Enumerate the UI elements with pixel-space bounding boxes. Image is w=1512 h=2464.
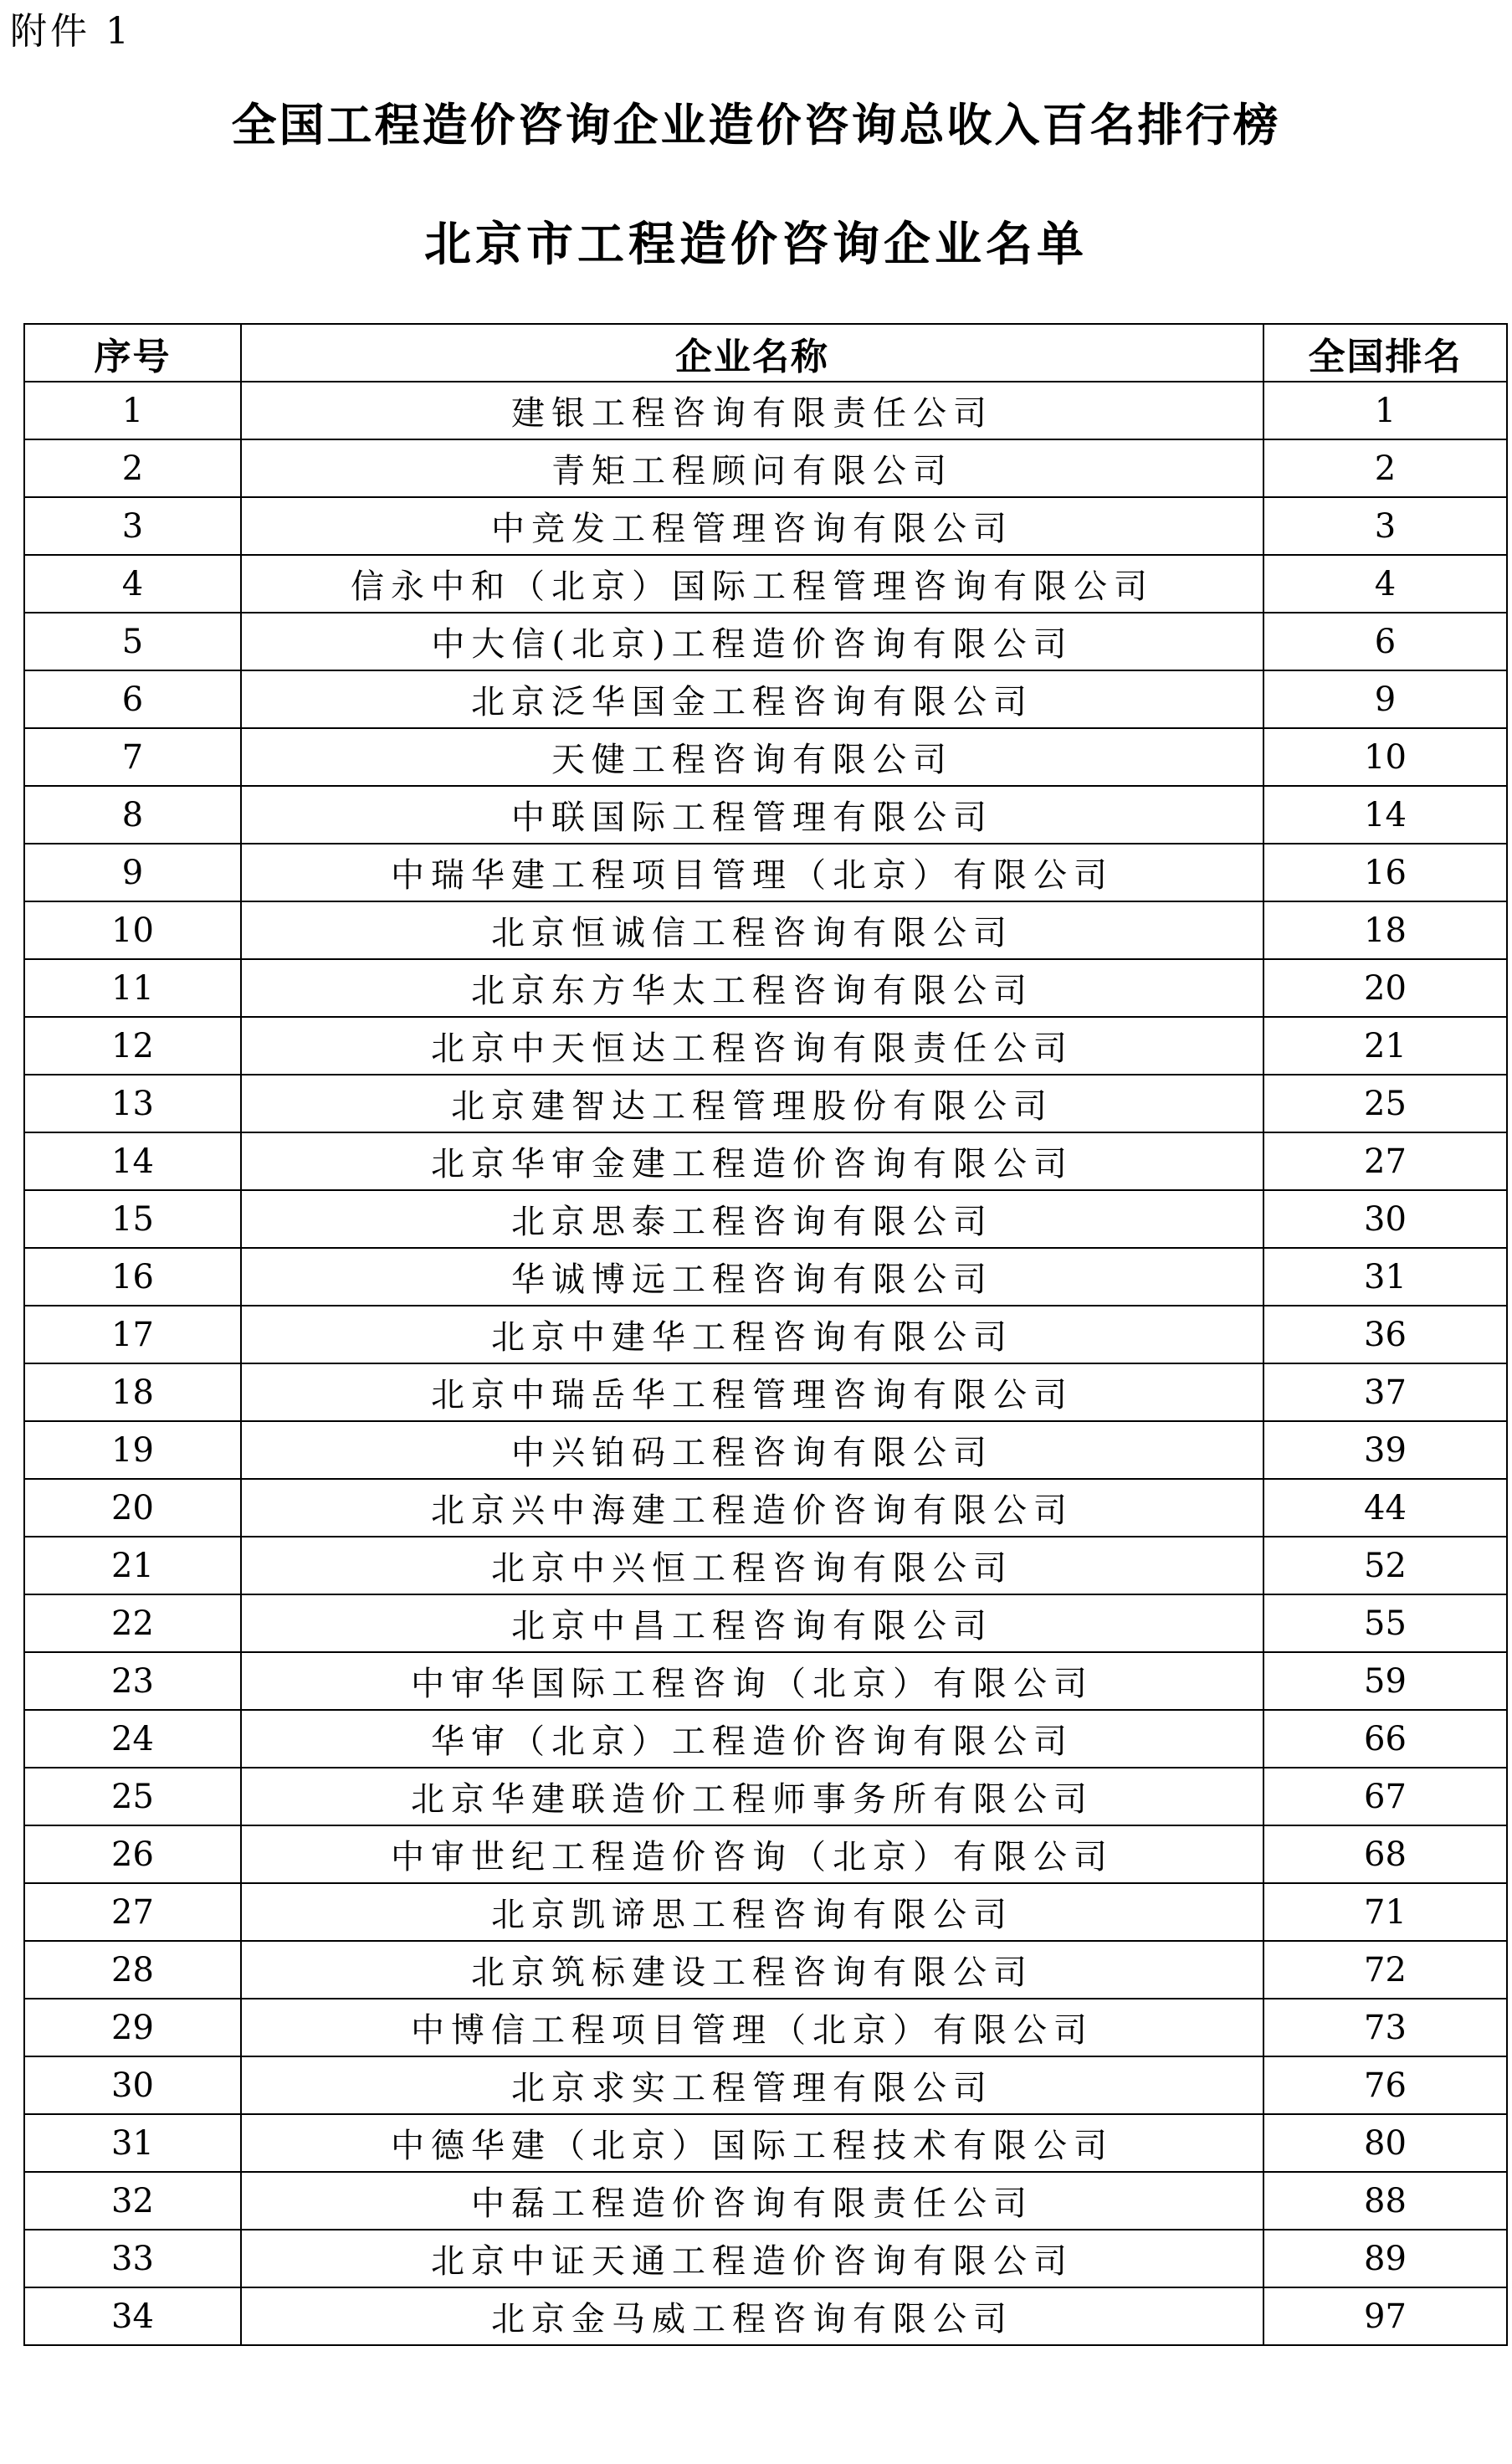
national-rank-cell: 80 [1263, 2114, 1507, 2172]
company-name-cell: 北京中瑞岳华工程管理咨询有限公司 [241, 1363, 1263, 1421]
seq-cell: 24 [24, 1710, 241, 1768]
seq-cell: 22 [24, 1594, 241, 1652]
company-name-cell: 中博信工程项目管理（北京）有限公司 [241, 1999, 1263, 2056]
company-name-cell: 中审华国际工程咨询（北京）有限公司 [241, 1652, 1263, 1710]
seq-cell: 23 [24, 1652, 241, 1710]
table-row [24, 439, 1507, 497]
seq-cell: 15 [24, 1190, 241, 1248]
seq-cell: 1 [24, 382, 241, 439]
table-row [24, 1825, 1507, 1883]
national-rank-cell: 10 [1263, 728, 1507, 786]
company-name-cell: 中磊工程造价咨询有限责任公司 [241, 2172, 1263, 2230]
national-rank-cell: 73 [1263, 1999, 1507, 2056]
table-row [24, 613, 1507, 670]
national-rank-cell: 27 [1263, 1132, 1507, 1190]
national-rank-cell: 16 [1263, 844, 1507, 901]
company-name-cell: 中兴铂码工程咨询有限公司 [241, 1421, 1263, 1479]
national-rank-cell: 6 [1263, 613, 1507, 670]
table-row [24, 2230, 1507, 2287]
seq-cell: 32 [24, 2172, 241, 2230]
company-name-cell: 建银工程咨询有限责任公司 [241, 382, 1263, 439]
company-name-cell: 北京金马威工程咨询有限公司 [241, 2287, 1263, 2345]
table-row [24, 844, 1507, 901]
national-rank-cell: 59 [1263, 1652, 1507, 1710]
seq-cell: 2 [24, 439, 241, 497]
national-rank-cell: 20 [1263, 959, 1507, 1017]
company-name-cell: 青矩工程顾问有限公司 [241, 439, 1263, 497]
company-name-cell: 中德华建（北京）国际工程技术有限公司 [241, 2114, 1263, 2172]
national-rank-cell: 44 [1263, 1479, 1507, 1537]
table-row [24, 1075, 1507, 1132]
national-rank-cell: 30 [1263, 1190, 1507, 1248]
company-name-cell: 北京兴中海建工程造价咨询有限公司 [241, 1479, 1263, 1537]
company-name-cell: 北京华审金建工程造价咨询有限公司 [241, 1132, 1263, 1190]
company-name-cell: 北京中证天通工程造价咨询有限公司 [241, 2230, 1263, 2287]
header-company-name: 企业名称 [241, 324, 1263, 382]
seq-cell: 17 [24, 1306, 241, 1363]
seq-cell: 21 [24, 1537, 241, 1594]
table-row [24, 901, 1507, 959]
national-rank-cell: 71 [1263, 1883, 1507, 1941]
national-rank-cell: 25 [1263, 1075, 1507, 1132]
national-rank-cell: 9 [1263, 670, 1507, 728]
seq-cell: 6 [24, 670, 241, 728]
company-name-cell: 中大信(北京)工程造价咨询有限公司 [241, 613, 1263, 670]
company-name-cell: 中竞发工程管理咨询有限公司 [241, 497, 1263, 555]
national-rank-cell: 21 [1263, 1017, 1507, 1075]
header-national-rank: 全国排名 [1263, 324, 1507, 382]
national-rank-cell: 2 [1263, 439, 1507, 497]
national-rank-cell: 3 [1263, 497, 1507, 555]
table-header [24, 324, 1507, 382]
company-name-cell: 北京东方华太工程咨询有限公司 [241, 959, 1263, 1017]
table-row [24, 1190, 1507, 1248]
national-rank-cell: 55 [1263, 1594, 1507, 1652]
company-name-cell: 中审世纪工程造价咨询（北京）有限公司 [241, 1825, 1263, 1883]
table-row [24, 1017, 1507, 1075]
national-rank-cell: 52 [1263, 1537, 1507, 1594]
seq-cell: 28 [24, 1941, 241, 1999]
table-row [24, 1652, 1507, 1710]
seq-cell: 7 [24, 728, 241, 786]
national-rank-cell: 67 [1263, 1768, 1507, 1825]
table-row [24, 497, 1507, 555]
company-name-cell: 北京泛华国金工程咨询有限公司 [241, 670, 1263, 728]
national-rank-cell: 89 [1263, 2230, 1507, 2287]
national-rank-cell: 88 [1263, 2172, 1507, 2230]
company-ranking-table [23, 323, 1508, 2346]
national-rank-cell: 31 [1263, 1248, 1507, 1306]
table-row [24, 1421, 1507, 1479]
seq-cell: 19 [24, 1421, 241, 1479]
seq-cell: 33 [24, 2230, 241, 2287]
national-rank-cell: 37 [1263, 1363, 1507, 1421]
header-row [24, 324, 1507, 382]
seq-cell: 29 [24, 1999, 241, 2056]
seq-cell: 26 [24, 1825, 241, 1883]
company-name-cell: 北京中昌工程咨询有限公司 [241, 1594, 1263, 1652]
document-title: 全国工程造价咨询企业造价咨询总收入百名排行榜 [231, 99, 1281, 151]
seq-cell: 27 [24, 1883, 241, 1941]
table-body [24, 382, 1507, 2345]
company-name-cell: 华审（北京）工程造价咨询有限公司 [241, 1710, 1263, 1768]
seq-cell: 8 [24, 786, 241, 844]
seq-cell: 9 [24, 844, 241, 901]
national-rank-cell: 18 [1263, 901, 1507, 959]
company-name-cell: 北京中兴恒工程咨询有限公司 [241, 1537, 1263, 1594]
national-rank-cell: 4 [1263, 555, 1507, 613]
table-row [24, 959, 1507, 1017]
table-row [24, 670, 1507, 728]
company-name-cell: 北京华建联造价工程师事务所有限公司 [241, 1768, 1263, 1825]
national-rank-cell: 36 [1263, 1306, 1507, 1363]
document-subtitle: 北京市工程造价咨询企业名单 [424, 218, 1088, 272]
table-row [24, 2287, 1507, 2345]
company-name-cell: 中瑞华建工程项目管理（北京）有限公司 [241, 844, 1263, 901]
table-row [24, 1941, 1507, 1999]
company-name-cell: 北京思泰工程咨询有限公司 [241, 1190, 1263, 1248]
table-row [24, 1248, 1507, 1306]
seq-cell: 13 [24, 1075, 241, 1132]
national-rank-cell: 72 [1263, 1941, 1507, 1999]
company-name-cell: 北京筑标建设工程咨询有限公司 [241, 1941, 1263, 1999]
seq-cell: 5 [24, 613, 241, 670]
table-row [24, 1132, 1507, 1190]
company-name-cell: 北京凯谛思工程咨询有限公司 [241, 1883, 1263, 1941]
company-name-cell: 北京建智达工程管理股份有限公司 [241, 1075, 1263, 1132]
seq-cell: 31 [24, 2114, 241, 2172]
seq-cell: 14 [24, 1132, 241, 1190]
company-name-cell: 北京求实工程管理有限公司 [241, 2056, 1263, 2114]
company-name-cell: 华诚博远工程咨询有限公司 [241, 1248, 1263, 1306]
table-row [24, 1363, 1507, 1421]
seq-cell: 4 [24, 555, 241, 613]
table-row [24, 1537, 1507, 1594]
table-row [24, 2172, 1507, 2230]
seq-cell: 18 [24, 1363, 241, 1421]
company-name-cell: 中联国际工程管理有限公司 [241, 786, 1263, 844]
table-row [24, 1999, 1507, 2056]
table-row [24, 1594, 1507, 1652]
table-row [24, 1710, 1507, 1768]
seq-cell: 12 [24, 1017, 241, 1075]
table-row [24, 382, 1507, 439]
company-name-cell: 北京中建华工程咨询有限公司 [241, 1306, 1263, 1363]
national-rank-cell: 14 [1263, 786, 1507, 844]
header-seq: 序号 [24, 324, 241, 382]
national-rank-cell: 39 [1263, 1421, 1507, 1479]
table-row [24, 2056, 1507, 2114]
attachment-label: 附件 1 [10, 10, 132, 53]
company-name-cell: 天健工程咨询有限公司 [241, 728, 1263, 786]
seq-cell: 30 [24, 2056, 241, 2114]
table-row [24, 1306, 1507, 1363]
table-row [24, 1768, 1507, 1825]
table-row [24, 555, 1507, 613]
national-rank-cell: 66 [1263, 1710, 1507, 1768]
table-row [24, 1883, 1507, 1941]
company-name-cell: 北京恒诚信工程咨询有限公司 [241, 901, 1263, 959]
seq-cell: 20 [24, 1479, 241, 1537]
company-name-cell: 信永中和（北京）国际工程管理咨询有限公司 [241, 555, 1263, 613]
company-name-cell: 北京中天恒达工程咨询有限责任公司 [241, 1017, 1263, 1075]
national-rank-cell: 68 [1263, 1825, 1507, 1883]
seq-cell: 10 [24, 901, 241, 959]
seq-cell: 25 [24, 1768, 241, 1825]
table-row [24, 1479, 1507, 1537]
table-row [24, 2114, 1507, 2172]
national-rank-cell: 76 [1263, 2056, 1507, 2114]
seq-cell: 34 [24, 2287, 241, 2345]
table-row [24, 728, 1507, 786]
seq-cell: 11 [24, 959, 241, 1017]
national-rank-cell: 1 [1263, 382, 1507, 439]
seq-cell: 3 [24, 497, 241, 555]
national-rank-cell: 97 [1263, 2287, 1507, 2345]
table-row [24, 786, 1507, 844]
seq-cell: 16 [24, 1248, 241, 1306]
